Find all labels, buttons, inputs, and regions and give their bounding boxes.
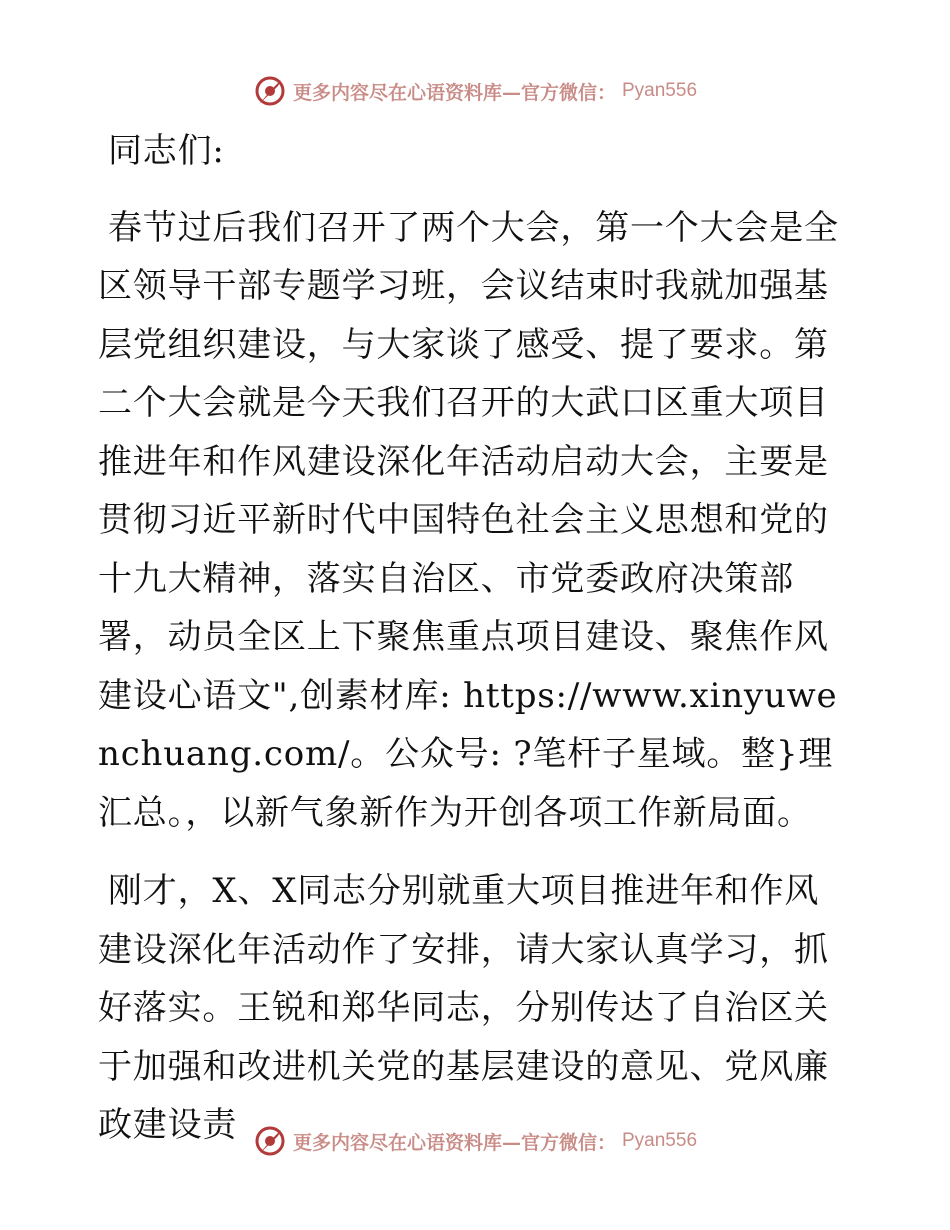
paragraph-2: 刚才，X、X同志分别就重大项目推进年和作风建设深化年活动作了安排，请大家认真学习，抓好落实。王锐和郑华同志，分别传达了自治区关于加强和改进机关党的基层建设的意见、党风廉政建设责 bbox=[98, 871, 829, 1145]
document-body bbox=[98, 122, 848, 1175]
paragraph-1: 春节过后我们召开了两个大会，第一个大会是全区领导干部专题学习班，会议结束时我就加强基层党组织建设，与大家谈了感受、提了要求。第二个大会就是今天我们召开的大武口区重大项目推进年和作风建设深化年活动启动大会，主要是贯彻习近平新时代中国特色社会主义思想和党的十九大精神，落实自治区、市党委政府决策部署，动员全区上下聚焦重点项目建设、聚焦作风建设心语文",创素材库: https://www.xinyuwenchuang.com/。公众号: ?笔杆子星域。整}理汇总。，以新气象新作为开创各项工作新局面。 bbox=[98, 207, 839, 833]
salutation: 同志们: bbox=[108, 131, 225, 171]
quill-logo-icon bbox=[253, 74, 287, 108]
banner-text: 更多内容尽在心语资料库—官方微信： bbox=[292, 1131, 616, 1154]
banner-wechat-id: Pyan556 bbox=[622, 1130, 698, 1151]
top-watermark-banner bbox=[0, 71, 950, 111]
quill-logo-icon bbox=[253, 1124, 287, 1158]
bottom-watermark-banner bbox=[0, 1121, 950, 1161]
banner-wechat-id: Pyan556 bbox=[622, 80, 698, 101]
banner-text: 更多内容尽在心语资料库—官方微信： bbox=[292, 81, 616, 104]
